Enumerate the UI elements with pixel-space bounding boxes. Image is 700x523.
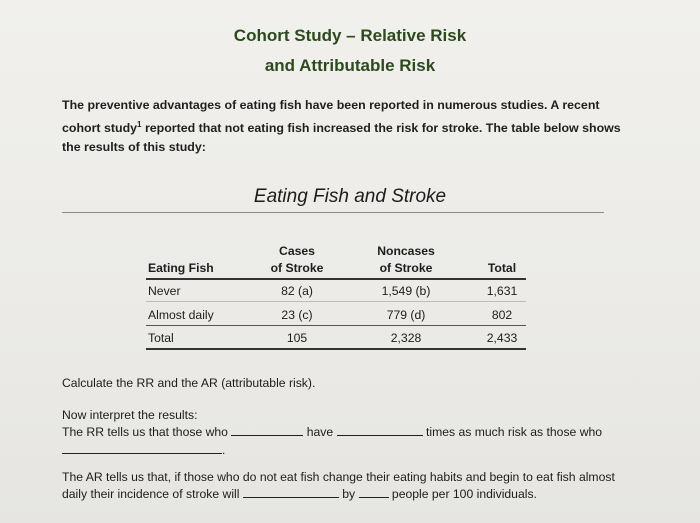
row-total-label: Total	[148, 331, 174, 345]
row-daily-label: Almost daily	[148, 308, 214, 322]
row-daily-cases: 23 (c)	[281, 308, 313, 322]
ar-sentence-line1: The AR tells us that, if those who do not eat fish change their eating habits and begin to eat fish almost	[62, 470, 615, 484]
row-never-total: 1,631	[486, 284, 518, 298]
rr-blank-2[interactable]	[337, 424, 423, 436]
ar-text-c: people per 100 individuals.	[391, 487, 537, 501]
rr-text-b: have	[306, 425, 334, 439]
row-total-noncases: 2,328	[390, 331, 422, 345]
row-never-cases: 82 (a)	[281, 284, 313, 298]
row-total-total: 2,433	[486, 331, 518, 345]
interpret-heading: Now interpret the results:	[62, 408, 198, 422]
row-divider	[146, 301, 526, 302]
footnote-marker: 1	[137, 120, 142, 129]
intro-text-a: The preventive advantages of eating fish have been reported in numerous studies. A recent cohort study	[62, 98, 600, 136]
calc-question: Calculate the RR and the AR (attributable risk).	[62, 376, 316, 390]
row-total-cases: 105	[286, 331, 308, 345]
header-cases-line2: of Stroke	[270, 261, 324, 275]
page-title: Cohort Study – Relative Risk	[233, 26, 467, 45]
header-noncases-line2: of Stroke	[379, 261, 433, 275]
rr-blank-1[interactable]	[231, 424, 303, 436]
rr-sentence	[62, 424, 602, 439]
ar-text-b: by	[342, 487, 356, 501]
ar-sentence-line2	[62, 486, 537, 501]
row-never-noncases: 1,549 (b)	[381, 284, 431, 298]
intro-text-b: reported that not eating fish increased the risk for stroke. The table below shows the results of this study:	[62, 121, 621, 155]
row-never-label: Never	[148, 284, 181, 298]
header-cases-line1: Cases	[279, 244, 315, 258]
title-divider	[62, 212, 604, 213]
rr-end-period: .	[222, 443, 226, 457]
header-eating-fish: Eating Fish	[148, 261, 214, 275]
page-subtitle: and Attributable Risk	[264, 56, 436, 75]
ar-blank-2[interactable]	[359, 486, 389, 498]
header-total: Total	[487, 261, 517, 275]
rr-text-a: The RR tells us that those who	[62, 425, 228, 439]
ar-blank-1[interactable]	[243, 486, 339, 498]
ar-text-a: daily their incidence of stroke will	[62, 487, 240, 501]
rr-text-c: times as much risk as those who	[425, 425, 603, 439]
intro-paragraph	[62, 96, 622, 157]
rr-blank-3[interactable]	[62, 442, 222, 454]
row-daily-noncases: 779 (d)	[386, 308, 426, 322]
rr-sentence-end	[62, 442, 225, 457]
row-divider	[146, 325, 526, 326]
header-noncases-line1: Noncases	[377, 244, 435, 258]
row-daily-total: 802	[491, 308, 513, 322]
header-rule	[146, 278, 526, 280]
table-title: Eating Fish and Stroke	[253, 186, 447, 207]
table-bottom-rule	[146, 348, 526, 350]
